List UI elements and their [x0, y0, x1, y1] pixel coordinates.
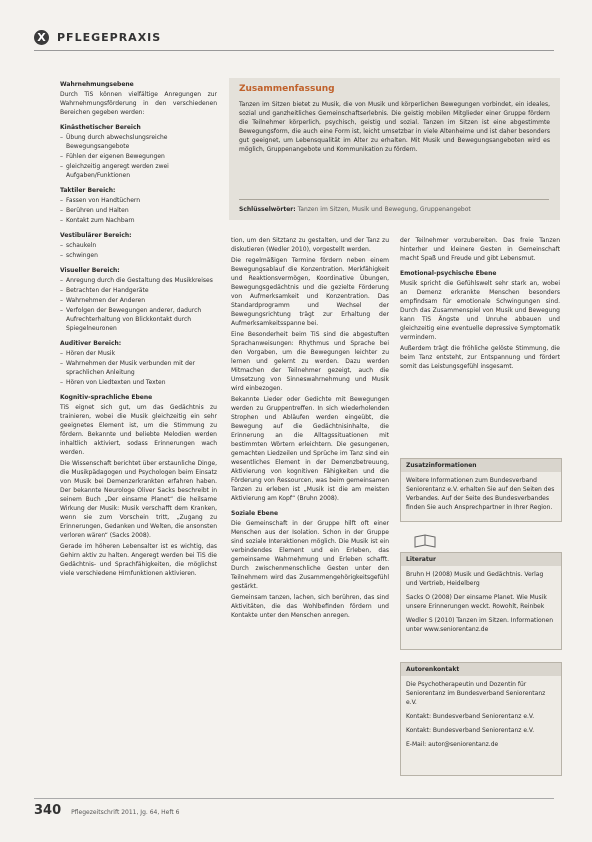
list-vestibular [60, 241, 217, 260]
paragraph: Gerade im höheren Lebensalter ist es wichtig, das Gehirn aktiv zu halten. Angeregt werden bei TiS die Gedächtnis- und Sprachfähigkeiten, die möglichst viele verschiedene Hirnfunktionen aktivieren. [60, 543, 217, 577]
list-tactile [60, 196, 217, 225]
list-item: – Hören der Musik [60, 349, 217, 358]
keywords-text: Tanzen im Sitzen, Musik und Bewegung, Gruppenangebot [297, 206, 471, 213]
paragraph: Die Gemeinschaft in der Gruppe hilft oft einer Menschen aus der Isolation. Schon in der Gruppe sind soziale Interaktionen möglich. Die Musik ist ein verbindendes Element und ein Erleben, das gemeinsame Wahrnehmung und Erleben schafft. Durch zwischenmenschliche Gesten unter den Teilnehmern wird das Zusammengehörigkeitsgefühl gestärkt. [231, 520, 389, 590]
paragraph: TiS eignet sich gut, um das Gedächtnis zu trainieren, wobei die Musik gleichzeitig ein sehr geeignetes Element ist, um die Stimmung zu fördern. Bekannte und beliebte Melodien werden inhaltlich aktiviert, sodass Erinnerungen wach werden. [60, 404, 217, 456]
list-item: – Wahrnehmen der Musik verbunden mit der sprachlichen Anleitung [60, 359, 217, 377]
list-item: – schwingen [60, 251, 217, 260]
infobox-title: Zusatzinformationen [401, 459, 561, 472]
heading-emotional: Emotional-psychische Ebene [400, 270, 497, 277]
heading-kinaesthetic: Kinästhetischer Bereich [60, 124, 141, 131]
list-item: – Fassen von Handtüchern [60, 196, 217, 205]
heading-tactile: Taktiler Bereich: [60, 187, 116, 194]
list-kinaesthetic [60, 133, 217, 180]
list-item: – Kontakt zum Nachbarn [60, 216, 217, 225]
list-item: – gleichzeitig angeregt werden zwei Aufgaben/Funktionen [60, 162, 217, 180]
infobox-author-contact [400, 662, 562, 776]
list-item: – Berühren und Halten [60, 206, 217, 215]
header [34, 28, 161, 46]
infobox-body [401, 676, 561, 758]
logo-icon: X [34, 30, 49, 45]
list-item: – Verfolgen der Bewegungen anderer, dadurch Aufrechterhaltung von Blickkontakt durch Spiegelneuronen [60, 306, 217, 333]
list-visual [60, 276, 217, 333]
paragraph: Gemeinsam tanzen, lachen, sich berühren, das sind Aktivitäten, die das Wohlbefinden fördern und Kontakte unter den Menschen anregen. [231, 594, 389, 619]
literature-item: Wedler S (2010) Tanzen im Sitzen. Informationen unter www.seniorentanz.de [406, 617, 554, 633]
infobox-body: Weitere Informationen zum Bundesverband Seniorentanz e.V. erhalten Sie auf den Seiten des Verbandes. Auf der Seite des Bundesverbandes finden Sie auch Ansprechpartner in Ihrer Region. [406, 477, 555, 511]
column-1 [60, 80, 217, 580]
list-auditory [60, 349, 217, 387]
footer-rule [34, 798, 554, 799]
footer [34, 803, 179, 818]
list-item: – Hören von Liedtexten und Texten [60, 378, 217, 387]
literature-item: Bruhn H (2008) Musik und Gedächtnis. Verlag und Vertrieb, Heidelberg [406, 571, 544, 587]
book-icon [414, 534, 436, 548]
summary-text: Tanzen im Sitzen bietet zu Musik, die von Musik und körperlichen Bewegungen vorbindet, ein ideales, sozial und ganzheitliches Gemeinschaftserlebnis. Die geistig mobilen Mitglieder einer Gruppe fördern die Teilnehmer körperlich, psychisch, geistig und sozial. Tanzen im Sitzen ist eine abgestimmte Bewegungsform, die auch eine Form ist, leicht umsetzbar in viele Altenheime und ist daher besonders gut geeignet, um Lebensqualität im Alter zu erhalten. Mit Musik und Bewegungsangeboten wird es möglich, Gruppenangebote und Kommunikation zu fördern. [239, 101, 550, 153]
infobox-body [401, 566, 561, 643]
infobox-additional [400, 458, 562, 522]
heading-cognitive: Kognitiv-sprachliche Ebene [60, 394, 153, 401]
keywords-label: Schlüsselwörter: [239, 206, 296, 213]
heading-wahrnehmung: Wahrnehmungsebene [60, 81, 134, 88]
heading-social: Soziale Ebene [231, 510, 279, 517]
author-email: E-Mail: autor@seniorentanz.de [406, 741, 499, 748]
infobox-literature [400, 552, 562, 650]
summary-title: Zusammenfassung [239, 84, 335, 94]
author-item: Die Psychotherapeutin und Dozentin für Seniorentanz im Bundesverband Seniorentanz e.V. [406, 681, 546, 706]
author-item: Kontakt: Bundesverband Seniorentanz e.V. [406, 713, 535, 720]
heading-vestibular: Vestibulärer Bereich: [60, 232, 132, 239]
header-rule [34, 50, 554, 51]
infobox-title: Literatur [401, 553, 561, 566]
paragraph: Die regelmäßigen Termine fördern neben einem Bewegungsablauf die Konzentration. Merkfähigkeit und Reaktionsvermögen, Koordinative Übungen, Bewegungsgedächtnis und die gezielte Förderung von Aufmerksamkeit und Konzentration. Das Standardprogramm und Wechsel der Bewegungsrichtung trägt zur Erhaltung der Aufmerksamkeitsspanne bei. [231, 257, 389, 327]
paragraph: Musik spricht die Gefühlswelt sehr stark an, wobei an Demenz erkrankte Menschen besonders empfindsam für emotionale Schwingungen sind. Durch das Zusammenspiel von Musik und Bewegung kann TiS Ängste und Unruhe abbauen und gleichzeitig eine eventuelle depressive Symptomatik vermindern. [400, 280, 560, 341]
list-item: – Übung durch abwechslungsreiche Bewegungsangebote [60, 133, 217, 151]
infobox-title: Autorenkontakt [401, 663, 561, 676]
author-item: Kontakt: Bundesverband Seniorentanz e.V. [406, 727, 535, 734]
list-item: – Anregung durch die Gestaltung des Musikkreises [60, 276, 217, 285]
heading-auditory: Auditiver Bereich: [60, 340, 122, 347]
column-3 [400, 236, 560, 373]
summary-divider [239, 199, 549, 200]
list-item: – schaukeln [60, 241, 217, 250]
journal-citation: Pflegezeitschrift 2011, Jg. 64, Heft 6 [71, 809, 180, 816]
paragraph: Bekannte Lieder oder Gedichte mit Bewegungen werden zu Gruppentreffen. In sich wiederholenden Strophen und Abläufen werden eingeübt, die Bewegung auf die Gedächtnisinhalte, die Erinnerung an die Alltagssituationen mit bestimmten Wörtern erleichtern. Die gesungenen, gemachten Liedzeilen und Sprüche im Tanz sind ein wesentliches Element in der Demenzbetreuung, Aktivierung von kognitiven Fähigkeiten und die Förderung von Ressourcen, was beim gemeinsamen Tanzen zu erleben ist „Musik ist die am meisten Aktivierung am Kopf“ (Bruhn 2008). [231, 396, 389, 502]
column-2 [231, 236, 389, 622]
paragraph: Durch TiS können vielfältige Anregungen zur Wahrnehmungsförderung in den verschiedenen Bereichen gegeben werden: [60, 91, 217, 116]
paragraph: tion, um den Sitztanz zu gestalten, und der Tanz zu diskutieren (Wedler 2010), vorgestellt werden. [231, 237, 389, 253]
literature-item: Sacks O (2008) Der einsame Planet. Wie Musik unsere Erinnerungen weckt. Rowohlt, Reinbek [406, 594, 547, 610]
list-item: – Wahrnehmen der Anderen [60, 296, 217, 305]
paragraph: Die Wissenschaft berichtet über erstaunliche Dinge, die Musikpädagogen und Psychologen beim Einsatz von Musik bei Demenzerkrankten erfahren haben. Der bekannte Neurologe Oliver Sacks beschreibt in seinem Buch „Der einsame Planet“ die heilsame Wirkung der Musik: Musik verschafft dem Kranken, wenn sie zum Vorschein tritt, „Zugang zu Erinnerungen, Gedanken und Welten, die ansonsten verloren wären“ (Sacks 2008). [60, 460, 217, 539]
keywords [239, 205, 549, 214]
page-number: 340 [34, 803, 62, 818]
summary-box [229, 78, 560, 220]
paragraph: Eine Besonderheit beim TiS sind die abgestuften Sprachanweisungen: Rhythmus und Sprache bei den Vorgaben, um die Bewegungen leichter zu lernen und gelernt zu werden. Dazu werden Mitmachen der Teilnehmer gezeigt, auch die Umsetzung von Sinneswahrnehmung und Musik wird einbezogen. [231, 331, 389, 392]
section-title: PFLEGEPRAXIS [57, 30, 162, 44]
list-item: – Betrachten der Handgeräte [60, 286, 217, 295]
paragraph: Außerdem trägt die fröhliche gelöste Stimmung, die beim Tanz entsteht, zur Entspannung und fördert somit das Leistungsgefühl insgesamt. [400, 345, 560, 370]
heading-visual: Visueller Bereich: [60, 267, 120, 274]
list-item: – Fühlen der eigenen Bewegungen [60, 152, 217, 161]
paragraph: der Teilnehmer vorzubereiten. Das freie Tanzen hinterher und kleinere Gesten in Gemeinschaft macht Spaß und Freude und gibt Lebensmut. [400, 237, 560, 262]
